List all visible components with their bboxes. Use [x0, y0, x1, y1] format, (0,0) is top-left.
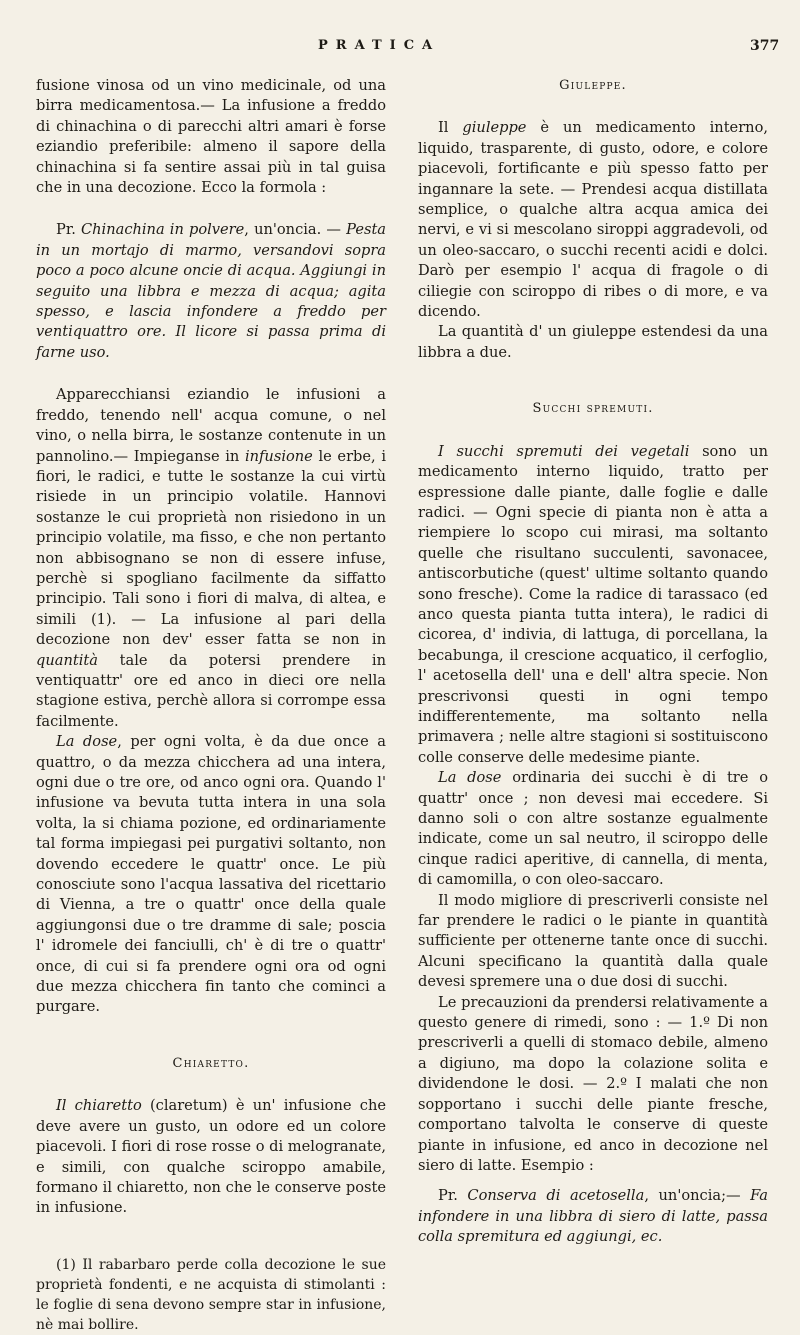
recipe-prefix: Pr. — [56, 221, 81, 239]
emphasis: I succhi spremuti dei vegetali — [438, 442, 690, 460]
emphasis: quantità — [36, 651, 98, 669]
section-heading-giuleppe: Giuleppe. — [559, 78, 627, 93]
text-run: Il — [438, 119, 463, 137]
text-run: le erbe, i fiori, le radici, e tutte le sostanze la cui virtù risiede in un principio volatile. Hannovi sostanze le cui proprietà non risiedono in un principio volatile, ma fisso, e che non pertanto non abbisognano se non di essere infuse, perchè si spogliano facilmente da siffatto principio. Tali sono i fiori di malva, di altea, e simili (1). — La infusione al pari della decozione non dev' esser fatta se non in — [36, 447, 386, 649]
paragraph-dose-succhi — [418, 768, 768, 890]
emphasis: giuleppe — [462, 119, 527, 137]
running-title: PRATICA — [318, 38, 441, 53]
paragraph-succhi — [418, 442, 768, 769]
recipe-dose: , un'oncia. — — [244, 221, 341, 239]
page-number: 377 — [750, 38, 780, 54]
text-run: Apparecchiansi eziandio le infusioni a freddo, tenendo nell' acqua comune, o nel vino, o nella birra, le sostanze contenute in un pannolino.— Impieganse in — [36, 386, 386, 465]
left-column — [36, 76, 386, 1335]
recipe-prefix: Pr. — [438, 1187, 468, 1205]
paragraph-giuleppe — [418, 118, 768, 322]
emphasis: Il chiaretto — [56, 1097, 142, 1115]
recipe-ingredient: Conserva di acetosella — [467, 1187, 645, 1205]
paragraph-infusions — [36, 385, 386, 732]
emphasis: infusione — [244, 447, 313, 465]
text-run: tale da potersi prendere in ventiquattr' ore ed anco in dieci ore nella stagione estiva, perchè allora si corrompe essa facilmente. — [36, 651, 386, 730]
emphasis: La dose — [438, 769, 502, 787]
text-run: è un medicamento interno, liquido, trasparente, di gusto, odore, e colore piacevoli, fortificante e più spesso fatto per ingannare la sete. — Prendesi acqua distillata semplice, o qualche altra acqua amica dei nervi, e vi si mescolano siroppi aggradevoli, od un oleo-saccaro, o succhi recenti acidi e dolci. Darò per esempio l' acqua di fragole o di ciliegie con sciroppo di ribes o di more, e va dicendo. — [418, 119, 768, 321]
emphasis: La dose — [56, 733, 118, 751]
paragraph-precautions: Le precauzioni da prendersi relativamente a questo genere di rimedi, sono : — 1.º Di non prescriverli a quelli di stomaco debile, almeno a digiuno, ma dopo la colazione solita e dividendone le dosi. — 2.º I malati che non sopportano i succhi delle piante fresche, comportano talvolta le conserve di queste piante in infusione, ed anco in decozione nel siero di latte. Esempio : — [418, 993, 768, 1174]
recipe-acetosella — [418, 1186, 768, 1247]
recipe-ingredient: Chinachina in polvere — [80, 221, 245, 239]
recipe-chinachina — [36, 220, 386, 363]
section-heading-chiaretto: Chiaretto. — [172, 1055, 250, 1071]
recipe-instructions: Fa infondere in una libbra di siero di latte, passa colla spremitura ed aggiungi, ec. — [418, 1187, 768, 1246]
section-heading-succhi: Succhi spremuti. — [532, 401, 654, 417]
recipe-dose: , un'oncia;— — [644, 1187, 741, 1205]
recipe-instructions: Pesta in un mortajo di marmo, versandovi sopra poco a poco alcune oncie di acqua. Aggiungi in seguito una libbra e mezza di acqua; agita spesso, e lascia infondere a freddo per ventiquattro ore. Il licore si passa prima di farne uso. — [36, 221, 387, 361]
paragraph-quantity: La quantità d' un giuleppe estendesi da una libbra a due. — [418, 323, 768, 361]
page-header — [0, 0, 800, 60]
text-run: , per ogni volta, è da due once a quattro, o da mezza chicchera ad una intera, ogni due o tre ore, od anco ogni ora. Quando l' infusione va bevuta tutta intera in una sola volta, la si chiama pozione, ed ordinariamente tal forma impiegasi pei purgativi soltanto, non dovendo eccedere le quattr' once. Le più conosciute sono l'acqua lassativa del ricettario di Vienna, a tre o quattr' once della quale aggiungonsi due o tre dramme di sale; poscia l' idromele dei fanciulli, ch' è di tre o quattr' once, di cui si fa prendere ogni ora od ogni due mezza chicchera fin tanto che cominci a purgare. — [36, 733, 386, 1016]
paragraph-continuation: fusione vinosa od un vino medicinale, od una birra medicamentosa.— La infusione a freddo di chinachina o di parecchi altri amari è forse eziandio preferibile: almeno il sapore della chinachina si fa sentire assai più in tal guisa che in una decozione. Ecco la formola : — [36, 77, 386, 197]
text-run: sono un medicamento interno liquido, tratto per espressione dalle piante, dalle foglie e dalle radici. — Ogni specie di pianta non è atta a riempiere lo scopo cui mirasi, ma soltanto quelle che risultano succulenti, savonacee, antiscorbutiche (quest' ultime soltanto quando sono fresche). Come la radice di tarassaco (ed anco questa pianta tutta intera), le radici di cicorea, d' indivia, di lattuga, di porcellana, la becabunga, il crescione acquatico, il cerfoglio, l' acetosella dell' una e dell' altra specie. Non prescrivonsi questi in ogni tempo indifferentemente, ma soltanto nella primavera ; nelle altre stagioni si sostituiscono colle conserve delle medesime piante. — [418, 442, 768, 766]
footnote: (1) Il rabarbaro perde colla decozione le sue proprietà fondenti, e ne acquista di stimolanti : le foglie di sena devono sempre star in infusione, nè mai bollire. — [36, 1256, 386, 1333]
paragraph-method: Il modo migliore di prescriverli consiste nel far prendere le radici o le piante in quantità sufficiente per ottenerne tante once di succhi. Alcuni specificano la quantità dalla quale devesi spremere una o due dosi di succhi. — [418, 891, 768, 991]
right-column — [418, 76, 768, 1248]
text-run: ordinaria dei succhi è di tre o quattr' once ; non devesi mai eccedere. Si danno soli o con altre sostanze egualmente indicate, come un sal neutro, il sciroppo delle cinque radici aperitive, di cannella, di menta, di camomilla, o con oleo-saccaro. — [418, 769, 768, 889]
text-run: (claretum) è un' infusione che deve avere un gusto, un odore ed un colore piacevoli. I fiori di rose rosse o di melogranate, e simili, con qualche sciroppo amabile, formano il chiaretto, non che le conserve poste in infusione. — [36, 1097, 387, 1217]
paragraph-chiaretto — [36, 1096, 386, 1218]
paragraph-dose — [36, 732, 386, 1018]
